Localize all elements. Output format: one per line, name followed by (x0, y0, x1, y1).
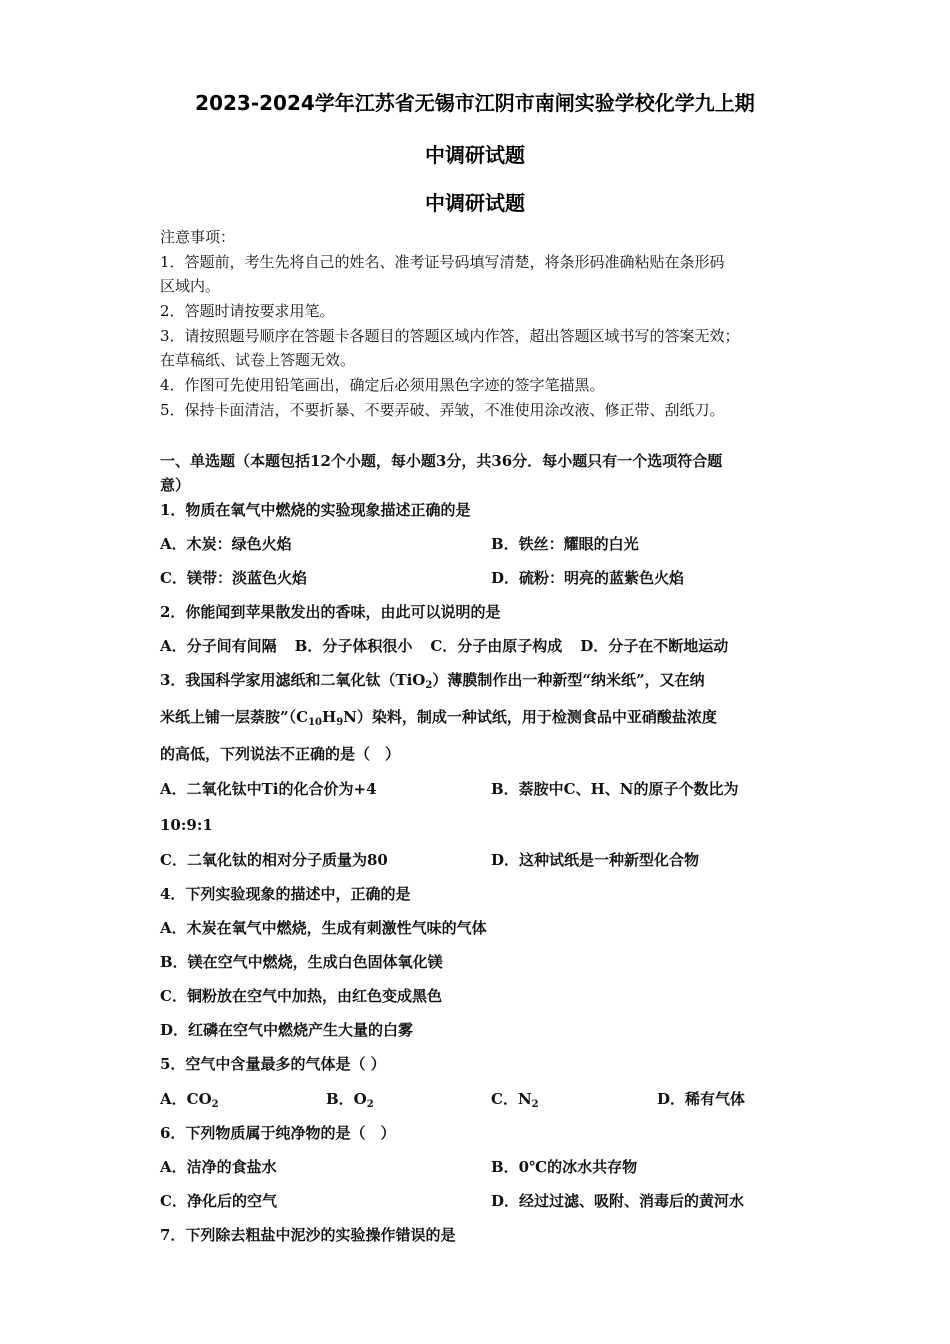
question-6-option-d: D．经过过滤、吸附、消毒后的黄河水 (491, 1192, 745, 1210)
question-5-option-d: D．稀有气体 (657, 1090, 746, 1108)
notice-item-5: 5．保持卡面清洁，不要折暴、不要弄破、弄皱，不准使用涂改液、修正带、刮纸刀。 (160, 401, 725, 419)
notice-item-3-cont: 在草稿纸、试卷上答题无效。 (160, 351, 356, 369)
question-5-option-c (491, 1089, 539, 1115)
q3-subscript: 9 (336, 717, 344, 728)
q3-subscript: 10 (308, 717, 322, 728)
question-4-stem: 4．下列实验现象的描述中，正确的是 (160, 885, 411, 903)
question-4-option-d: D．红磷在空气中燃烧产生大量的白雾 (160, 1021, 414, 1039)
exam-title-line1: 2023-2024学年江苏省无锡市江阴市南闸实验学校化学九上期 (195, 91, 755, 115)
notice-item-2: 2．答题时请按要求用笔。 (160, 302, 335, 320)
question-2-option-c: C．分子由原子构成 (430, 637, 563, 655)
question-2-option-b: B．分子体积很小 (294, 637, 413, 655)
question-3-option-c: C．二氧化钛的相对分子质量为80 (160, 851, 388, 869)
question-1-stem: 1．物质在氧气中燃烧的实验现象描述正确的是 (160, 501, 471, 519)
q3-subscript: 2 (425, 680, 433, 691)
question-4-option-c: C．铜粉放在空气中加热，由红色变成黑色 (160, 987, 442, 1005)
q3-stem-part: 3．我国科学家用滤纸和二氧化钛（TiO (160, 671, 426, 689)
question-7-stem: 7．下列除去粗盐中泥沙的实验操作错误的是 (160, 1226, 456, 1244)
exam-title-line3: 中调研试题 (425, 191, 525, 215)
question-3-stem-line2 (160, 707, 717, 733)
question-1-option-d: D．硫粉：明亮的蓝紫色火焰 (491, 569, 685, 587)
q5-b-subscript: 2 (366, 1099, 374, 1110)
question-6-option-b: B．0℃的冰水共存物 (491, 1158, 638, 1176)
q5-a-text: A．CO (160, 1090, 212, 1108)
question-3-option-a: A．二氧化钛中Ti的化合价为+4 (160, 780, 377, 798)
q3-stem-part: N）染料，制成一种试纸，用于检测食品中亚硝酸盐浓度 (343, 708, 717, 726)
question-6-option-a: A．洁净的食盐水 (160, 1158, 277, 1176)
question-2-option-d: D．分子在不断地运动 (580, 637, 729, 655)
notice-item-1: 1．答题前，考生先将自己的姓名、准考证号码填写清楚，将条形码准确粘贴在条形码 (160, 253, 725, 271)
exam-title-line2: 中调研试题 (425, 143, 525, 167)
question-3-stem-line3: 的高低，下列说法不正确的是（ ） (160, 745, 401, 763)
question-2-stem: 2．你能闻到苹果散发出的香味，由此可以说明的是 (160, 603, 501, 621)
question-6-option-c: C．净化后的空气 (160, 1192, 277, 1210)
question-3-stem-line1 (160, 670, 705, 696)
notice-item-3: 3．请按照题号顺序在答题卡各题目的答题区域内作答，超出答题区域书写的答案无效； (160, 327, 740, 345)
question-2-option-a: A．分子间有间隔 (160, 637, 277, 655)
question-3-option-b: B．萘胺中C、H、N的原子个数比为 (491, 780, 739, 798)
q5-c-text: C．N (491, 1090, 532, 1108)
q3-stem-part: ）薄膜制作出一种新型“纳米纸”，又在纳 (432, 671, 705, 689)
q5-a-subscript: 2 (211, 1099, 219, 1110)
question-1-option-b: B．铁丝：耀眼的白光 (491, 535, 639, 553)
question-5-option-b (326, 1089, 374, 1115)
notice-heading: 注意事项： (160, 228, 236, 246)
question-4-option-b: B．镁在空气中燃烧，生成白色固体氧化镁 (160, 953, 443, 971)
notice-item-1-cont: 区域内。 (160, 277, 221, 295)
q5-b-text: B．O (326, 1090, 367, 1108)
question-3-option-b-cont: 10:9:1 (160, 816, 213, 834)
question-5-option-a (160, 1089, 219, 1115)
notice-item-4: 4．作图可先使用铅笔画出，确定后必须用黑色字迹的签字笔描黑。 (160, 376, 605, 394)
question-1-option-c: C．镁带：淡蓝色火焰 (160, 569, 307, 587)
section-heading-cont: 意） (160, 476, 191, 494)
q3-stem-part: 米纸上铺一层萘胺”（C (160, 708, 309, 726)
question-6-stem: 6．下列物质属于纯净物的是（ ） (160, 1124, 396, 1142)
question-2-options (160, 636, 746, 656)
section-heading: 一、单选题（本题包括12个小题，每小题3分，共36分．每小题只有一个选项符合题 (160, 452, 723, 470)
question-3-option-d: D．这种试纸是一种新型化合物 (491, 851, 700, 869)
question-1-option-a: A．木炭：绿色火焰 (160, 535, 292, 553)
q3-stem-part: H (322, 708, 337, 726)
question-5-stem: 5．空气中含量最多的气体是（ ） (160, 1055, 386, 1073)
question-4-option-a: A．木炭在氧气中燃烧，生成有刺激性气味的气体 (160, 919, 487, 937)
q5-c-subscript: 2 (531, 1099, 539, 1110)
